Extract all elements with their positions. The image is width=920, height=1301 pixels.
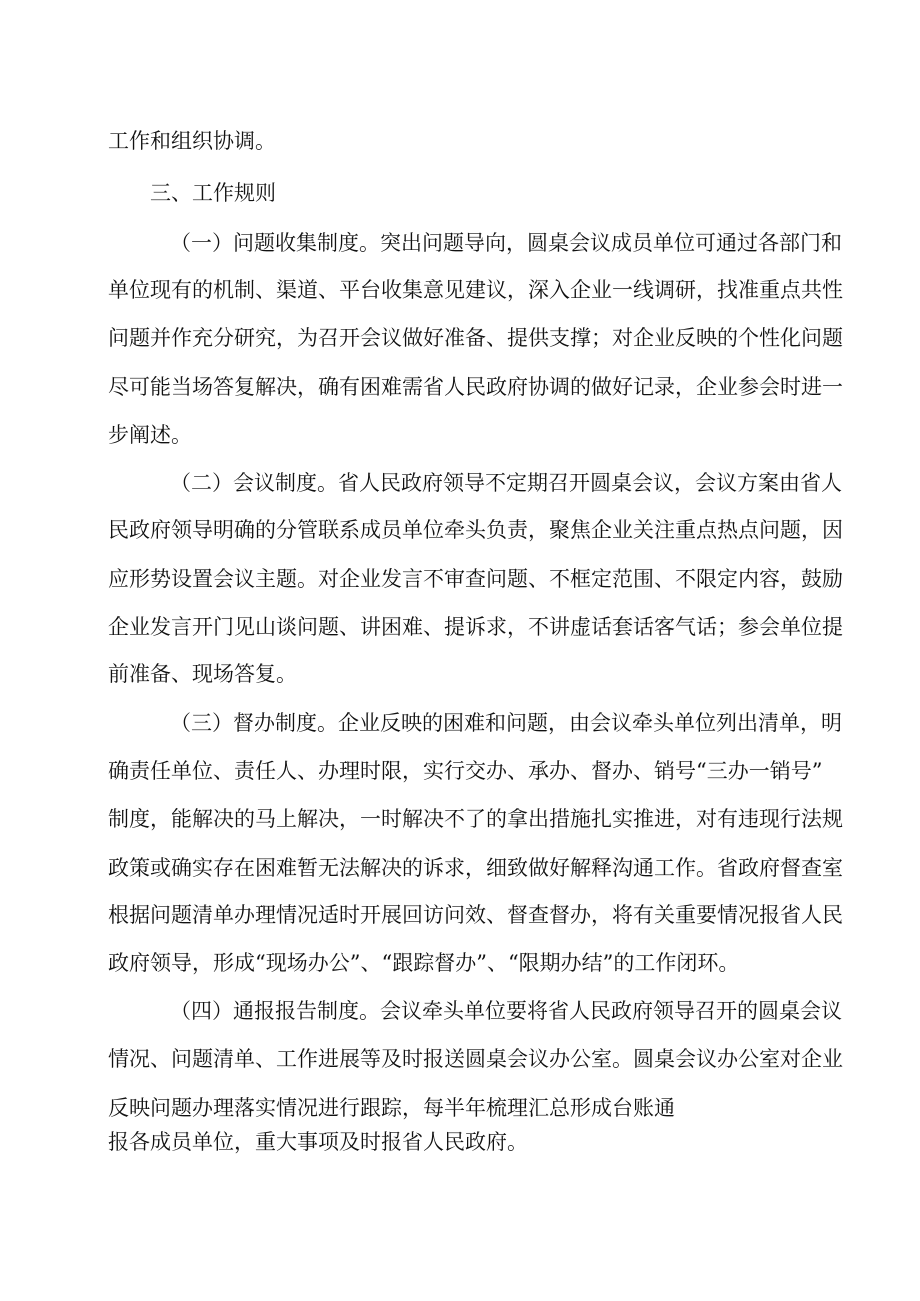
paragraph-line: （三）督办制度。企业反映的困难和问题，由会议牵头单位列出清单，明 xyxy=(170,711,842,735)
intro-tail-line: 工作和组织协调。 xyxy=(108,129,276,153)
paragraph-line: 制度，能解决的马上解决，一时解决不了的拿出措施扎实推进，对有违现行法规 xyxy=(108,807,843,831)
paragraph-line: 政府领导，形成“现场办公”、“跟踪督办”、“限期办结”的工作闭环。 xyxy=(108,951,740,975)
paragraph-line: 民政府领导明确的分管联系成员单位牵头负责，聚焦企业关注重点热点问题，因 xyxy=(108,518,843,542)
paragraph-line: 问题并作充分研究，为召开会议做好准备、提供支撑；对企业反映的个性化问题 xyxy=(108,326,843,350)
paragraph-line: 单位现有的机制、渠道、平台收集意见建议，深入企业一线调研，找准重点共性 xyxy=(108,278,843,302)
paragraph-line: 情况、问题清单、工作进展等及时报送圆桌会议办公室。圆桌会议办公室对企业 xyxy=(108,1047,843,1071)
paragraph-line: （四）通报报告制度。会议牵头单位要将省人民政府领导召开的圆桌会议 xyxy=(170,999,842,1023)
paragraph-line: 报各成员单位，重大事项及时报省人民政府。 xyxy=(108,1130,528,1154)
paragraph-line: 确责任单位、责任人、办理时限，实行交办、承办、督办、销号“三办一销号” xyxy=(108,759,823,783)
paragraph-line: 步阐述。 xyxy=(108,423,192,447)
paragraph-line: 应形势设置会议主题。对企业发言不审查问题、不框定范围、不限定内容，鼓励 xyxy=(108,567,843,591)
paragraph-line: （二）会议制度。省人民政府领导不定期召开圆桌会议，会议方案由省人 xyxy=(170,471,842,495)
paragraph-line: 前准备、现场答复。 xyxy=(108,662,297,686)
paragraph-line: 政策或确实存在困难暂无法解决的诉求，细致做好解释沟通工作。省政府督查室 xyxy=(108,856,843,880)
paragraph-line: （一）问题收集制度。突出问题导向，圆桌会议成员单位可通过各部门和 xyxy=(170,231,842,255)
section-heading: 三、工作规则 xyxy=(150,181,276,205)
paragraph-line: 根据问题清单办理情况适时开展回访问效、督查督办，将有关重要情况报省人民 xyxy=(108,903,843,927)
paragraph-line: 反映问题办理落实情况进行跟踪，每半年梳理汇总形成台账通 xyxy=(108,1096,675,1120)
paragraph-line: 企业发言开门见山谈问题、讲困难、提诉求，不讲虚话套话客气话；参会单位提 xyxy=(108,615,843,639)
paragraph-line: 尽可能当场答复解决，确有困难需省人民政府协调的做好记录，企业参会时进一 xyxy=(108,375,843,399)
